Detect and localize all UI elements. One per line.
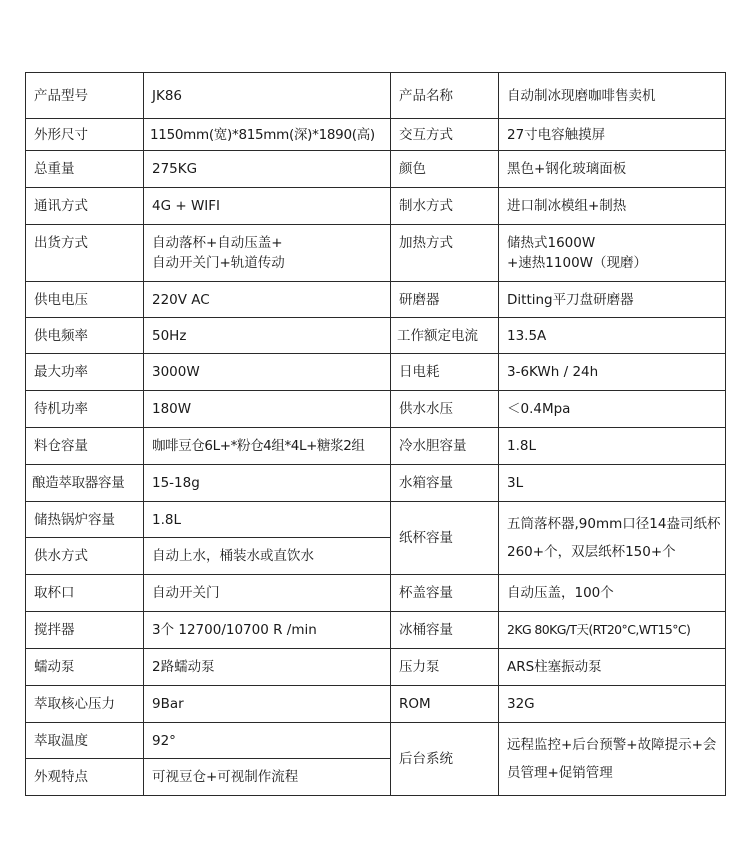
spec-value: 自动上水，桶装水或直饮水 [144, 538, 391, 575]
spec-label: 供电电压 [26, 282, 144, 318]
spec-value: 2KG 80KG/T天(RT20°C,WT15°C) [499, 612, 726, 649]
spec-value: 2路蠕动泵 [144, 649, 391, 686]
spec-value: 275KG [144, 151, 391, 188]
spec-label: ROM [391, 686, 499, 723]
spec-value: 1.8L [499, 428, 726, 465]
spec-value: 3个 12700/10700 R /min [144, 612, 391, 649]
spec-value: 4G + WIFI [144, 188, 391, 225]
spec-value: 3-6KWh / 24h [499, 354, 726, 391]
spec-label: 供水方式 [26, 538, 144, 575]
spec-value: 50Hz [144, 318, 391, 354]
spec-value: 自动开关门 [144, 575, 391, 612]
spec-label: 后台系统 [391, 723, 499, 796]
spec-value: 3000W [144, 354, 391, 391]
spec-label: 总重量 [26, 151, 144, 188]
spec-value: ARS柱塞振动泵 [499, 649, 726, 686]
spec-label: 酿造萃取器容量 [26, 465, 144, 502]
spec-label: 颜色 [391, 151, 499, 188]
spec-value: 可视豆仓+可视制作流程 [144, 759, 391, 796]
spec-value: 220V AC [144, 282, 391, 318]
spec-value-line: 自动开关门+轨道传动 [152, 255, 285, 271]
spec-value: 27寸电容触摸屏 [499, 119, 726, 151]
spec-value: 远程监控+后台预警+故障提示+会员管理+促销管理 [499, 723, 726, 796]
table-row [26, 73, 726, 119]
table-row [26, 151, 726, 188]
spec-value [499, 225, 726, 282]
spec-value: 进口制冰模组+制热 [499, 188, 726, 225]
table-row [26, 575, 726, 612]
spec-label: 加热方式 [391, 225, 499, 282]
spec-label: 通讯方式 [26, 188, 144, 225]
table-row [26, 282, 726, 318]
table-row [26, 428, 726, 465]
spec-label: 冰桶容量 [391, 612, 499, 649]
table-row [26, 465, 726, 502]
spec-value: 咖啡豆仓6L+*粉仓4组*4L+糖浆2组 [144, 428, 391, 465]
spec-label: 储热锅炉容量 [26, 502, 144, 538]
spec-label: 搅拌器 [26, 612, 144, 649]
spec-value-line: 储热式1600W [507, 235, 596, 251]
spec-value: 9Bar [144, 686, 391, 723]
spec-value: 自动制冰现磨咖啡售卖机 [499, 73, 726, 119]
spec-label: 工作额定电流 [391, 318, 499, 354]
table-row [26, 188, 726, 225]
spec-value: 13.5A [499, 318, 726, 354]
spec-label: 最大功率 [26, 354, 144, 391]
spec-value [144, 225, 391, 282]
table-row [26, 649, 726, 686]
table-row [26, 723, 726, 759]
spec-value-line: 自动落杯+自动压盖+ [152, 235, 283, 251]
spec-label: 压力泵 [391, 649, 499, 686]
spec-label: 水箱容量 [391, 465, 499, 502]
table-row [26, 225, 726, 282]
spec-label: 产品名称 [391, 73, 499, 119]
spec-label: 萃取核心压力 [26, 686, 144, 723]
spec-value: 180W [144, 391, 391, 428]
table-row [26, 318, 726, 354]
table-row [26, 119, 726, 151]
spec-label: 冷水胆容量 [391, 428, 499, 465]
spec-value: JK86 [144, 73, 391, 119]
spec-label: 纸杯容量 [391, 502, 499, 575]
spec-value-line: +速热1100W（现磨） [507, 255, 648, 271]
spec-value: 92° [144, 723, 391, 759]
spec-label: 制水方式 [391, 188, 499, 225]
spec-value: 3L [499, 465, 726, 502]
spec-label: 取杯口 [26, 575, 144, 612]
spec-label: 供电频率 [26, 318, 144, 354]
spec-label: 杯盖容量 [391, 575, 499, 612]
spec-value: 自动压盖，100个 [499, 575, 726, 612]
spec-label: 萃取温度 [26, 723, 144, 759]
spec-label: 供水水压 [391, 391, 499, 428]
spec-label: 外形尺寸 [26, 119, 144, 151]
table-row [26, 612, 726, 649]
spec-label: 待机功率 [26, 391, 144, 428]
table-row [26, 502, 726, 538]
spec-label: 出货方式 [26, 225, 144, 282]
table-row [26, 391, 726, 428]
spec-value: ＜0.4Mpa [499, 391, 726, 428]
spec-label: 研磨器 [391, 282, 499, 318]
spec-value: 15-18g [144, 465, 391, 502]
spec-value: Ditting平刀盘研磨器 [499, 282, 726, 318]
spec-value: 32G [499, 686, 726, 723]
spec-value: 五筒落杯器,90mm口径14盎司纸杯260+个，双层纸杯150+个 [499, 502, 726, 575]
spec-label: 交互方式 [391, 119, 499, 151]
spec-label: 日电耗 [391, 354, 499, 391]
spec-value: 黑色+钢化玻璃面板 [499, 151, 726, 188]
spec-value: 1.8L [144, 502, 391, 538]
spec-label: 产品型号 [26, 73, 144, 119]
table-row [26, 354, 726, 391]
spec-label: 外观特点 [26, 759, 144, 796]
spec-label: 料仓容量 [26, 428, 144, 465]
spec-label: 蠕动泵 [26, 649, 144, 686]
table-row [26, 686, 726, 723]
spec-value: 1150mm(宽)*815mm(深)*1890(高) [144, 119, 391, 151]
spec-table [25, 72, 726, 796]
